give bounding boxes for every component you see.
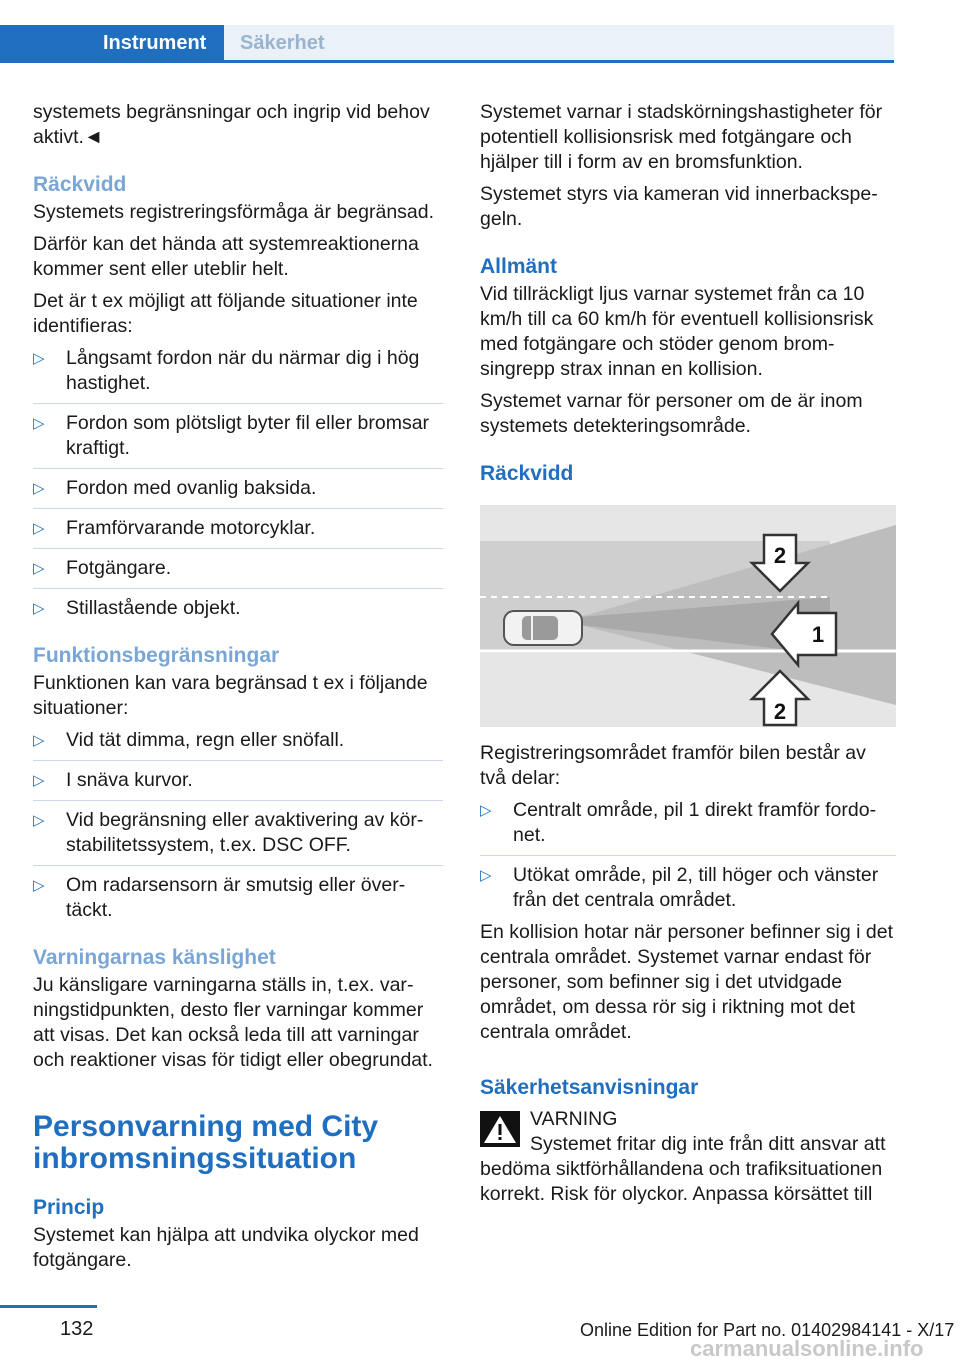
heading-range: Räckvidd <box>33 173 127 196</box>
paragraph: Funktionen kan vara begränsad t ex i följande situationer: <box>33 672 428 719</box>
list-item: ▷ Vid tät dimma, regn eller snöfall. <box>33 728 443 761</box>
triangle-bullet-icon: ▷ <box>33 560 45 577</box>
paragraph: Systemet varnar för personer om de är inom systemets detekteringsområde. <box>480 390 863 437</box>
paragraph: Systemet varnar i stadskörningshastigheter för potentiell kollisionsrisk med fotgängare och hjälper till i form av en bromsfunktion. <box>480 101 883 173</box>
svg-text:1: 1 <box>811 622 825 647</box>
list-item: ▷ Stillastående objekt. <box>33 597 241 619</box>
triangle-bullet-icon: ▷ <box>480 867 492 884</box>
list-item: ▷ Centralt område, pil 1 direkt framför fordonet. <box>480 798 896 856</box>
triangle-bullet-icon: ▷ <box>33 520 45 537</box>
tab-instrument[interactable]: Instrument <box>0 25 224 62</box>
list-item: ▷ Vid begränsning eller avaktivering av körstabilitetssystem, t.ex. DSC OFF. <box>33 808 443 866</box>
watermark: carmanualsonline.info <box>690 1336 924 1361</box>
left-column <box>33 100 443 1280</box>
triangle-bullet-icon: ▷ <box>33 732 45 749</box>
heading-sensitivity: Varningarnas känslighet <box>33 946 276 969</box>
heading-general: Allmänt <box>480 255 558 278</box>
heading-function-limits: Funktionsbegränsningar <box>33 644 280 667</box>
heading-safety: Säkerhetsanvisningar <box>480 1076 699 1099</box>
heading-person-warning: Personvarning med City inbromsningssituation <box>33 1110 379 1175</box>
warning-triangle-icon <box>480 1111 520 1147</box>
paragraph: Ju känsligare varningarna ställs in, t.ex. varningstidpunkten, desto fler varningar kommer att visas. Det kan också leda till att varningar och reaktioner visas för tidigt eller obegrundat. <box>33 974 433 1071</box>
edition-note: Online Edition for Part no. 01402984141 - X/17 <box>580 1320 955 1340</box>
list-item: ▷ Framförvarande motorcyklar. <box>33 516 443 549</box>
car-icon <box>504 611 582 645</box>
svg-text:2: 2 <box>773 543 787 568</box>
tab-sakerhet[interactable]: Säkerhet <box>224 25 894 62</box>
triangle-bullet-icon: ▷ <box>33 415 45 432</box>
paragraph: Det är t ex möjligt att följande situationer inte identifieras: <box>33 290 418 337</box>
triangle-bullet-icon: ▷ <box>33 877 45 894</box>
triangle-bullet-icon: ▷ <box>33 600 45 617</box>
paragraph: En kollision hotar när personer befinner sig i det centrala området. Systemet varnar endast för personer, som befinner sig i det utvidgade området, om dessa rör sig i riktning mot det centrala området. <box>480 921 893 1043</box>
paragraph: systemets begränsningar och ingrip vid behov aktivt.◄ <box>33 101 430 148</box>
list-item: ▷ Fordon som plötsligt byter fil eller bromsar kraftigt. <box>33 411 443 469</box>
paragraph: Vid tillräckligt ljus varnar systemet från ca 10 km/h till ca 60 km/h för eventuell kollisionsrisk med fotgängare och stöder genom bromsingrepp strax innan en kollision. <box>480 283 874 380</box>
triangle-bullet-icon: ▷ <box>480 802 492 819</box>
list-item: ▷ Långsamt fordon när du närmar dig i hög hastighet. <box>33 346 443 404</box>
paragraph: Därför kan det hända att systemreaktionerna kommer sent eller uteblir helt. <box>33 233 419 280</box>
footer-divider <box>0 1305 97 1308</box>
heading-range: Räckvidd <box>480 462 574 485</box>
list-item: ▷ Utökat område, pil 2, till höger och vänster från det centrala området. <box>480 864 879 911</box>
svg-text:2: 2 <box>773 699 787 724</box>
function-limit-list <box>33 728 443 923</box>
right-column <box>480 100 896 1207</box>
header-bar <box>0 0 960 62</box>
page-number: 132 <box>60 1318 94 1340</box>
warning-text: Systemet fritar dig inte från ditt ansvar att bedöma siktförhållandena och trafiksituationen korrekt. Risk för olyckor. Anpassa körsättet till <box>480 1133 886 1205</box>
list-item: ▷ I snäva kurvor. <box>33 768 443 801</box>
range-list <box>480 798 896 913</box>
triangle-bullet-icon: ▷ <box>33 812 45 829</box>
list-item: ▷ Fordon med ovanlig baksida. <box>33 476 443 509</box>
triangle-bullet-icon: ▷ <box>33 772 45 789</box>
warning-title: VARNING <box>530 1108 618 1130</box>
paragraph: Systemets registreringsförmåga är begränsad. <box>33 201 435 223</box>
list-item: ▷ Om radarsensorn är smutsig eller övertäckt. <box>33 874 406 921</box>
limitation-list <box>33 346 443 621</box>
paragraph: Systemet styrs via kameran vid innerbackspegeln. <box>480 183 878 230</box>
triangle-bullet-icon: ▷ <box>33 480 45 497</box>
paragraph: Systemet kan hjälpa att undvika olyckor med fotgängare. <box>33 1224 419 1271</box>
detection-range-figure <box>480 505 896 727</box>
header-divider <box>0 60 894 63</box>
paragraph: Registreringsområdet framför bilen består av två delar: <box>480 742 866 789</box>
heading-principle: Princip <box>33 1196 105 1219</box>
detection-diagram <box>480 505 896 727</box>
list-item: ▷ Fotgängare. <box>33 556 443 589</box>
triangle-bullet-icon: ▷ <box>33 350 45 367</box>
warning-block <box>480 1107 896 1207</box>
